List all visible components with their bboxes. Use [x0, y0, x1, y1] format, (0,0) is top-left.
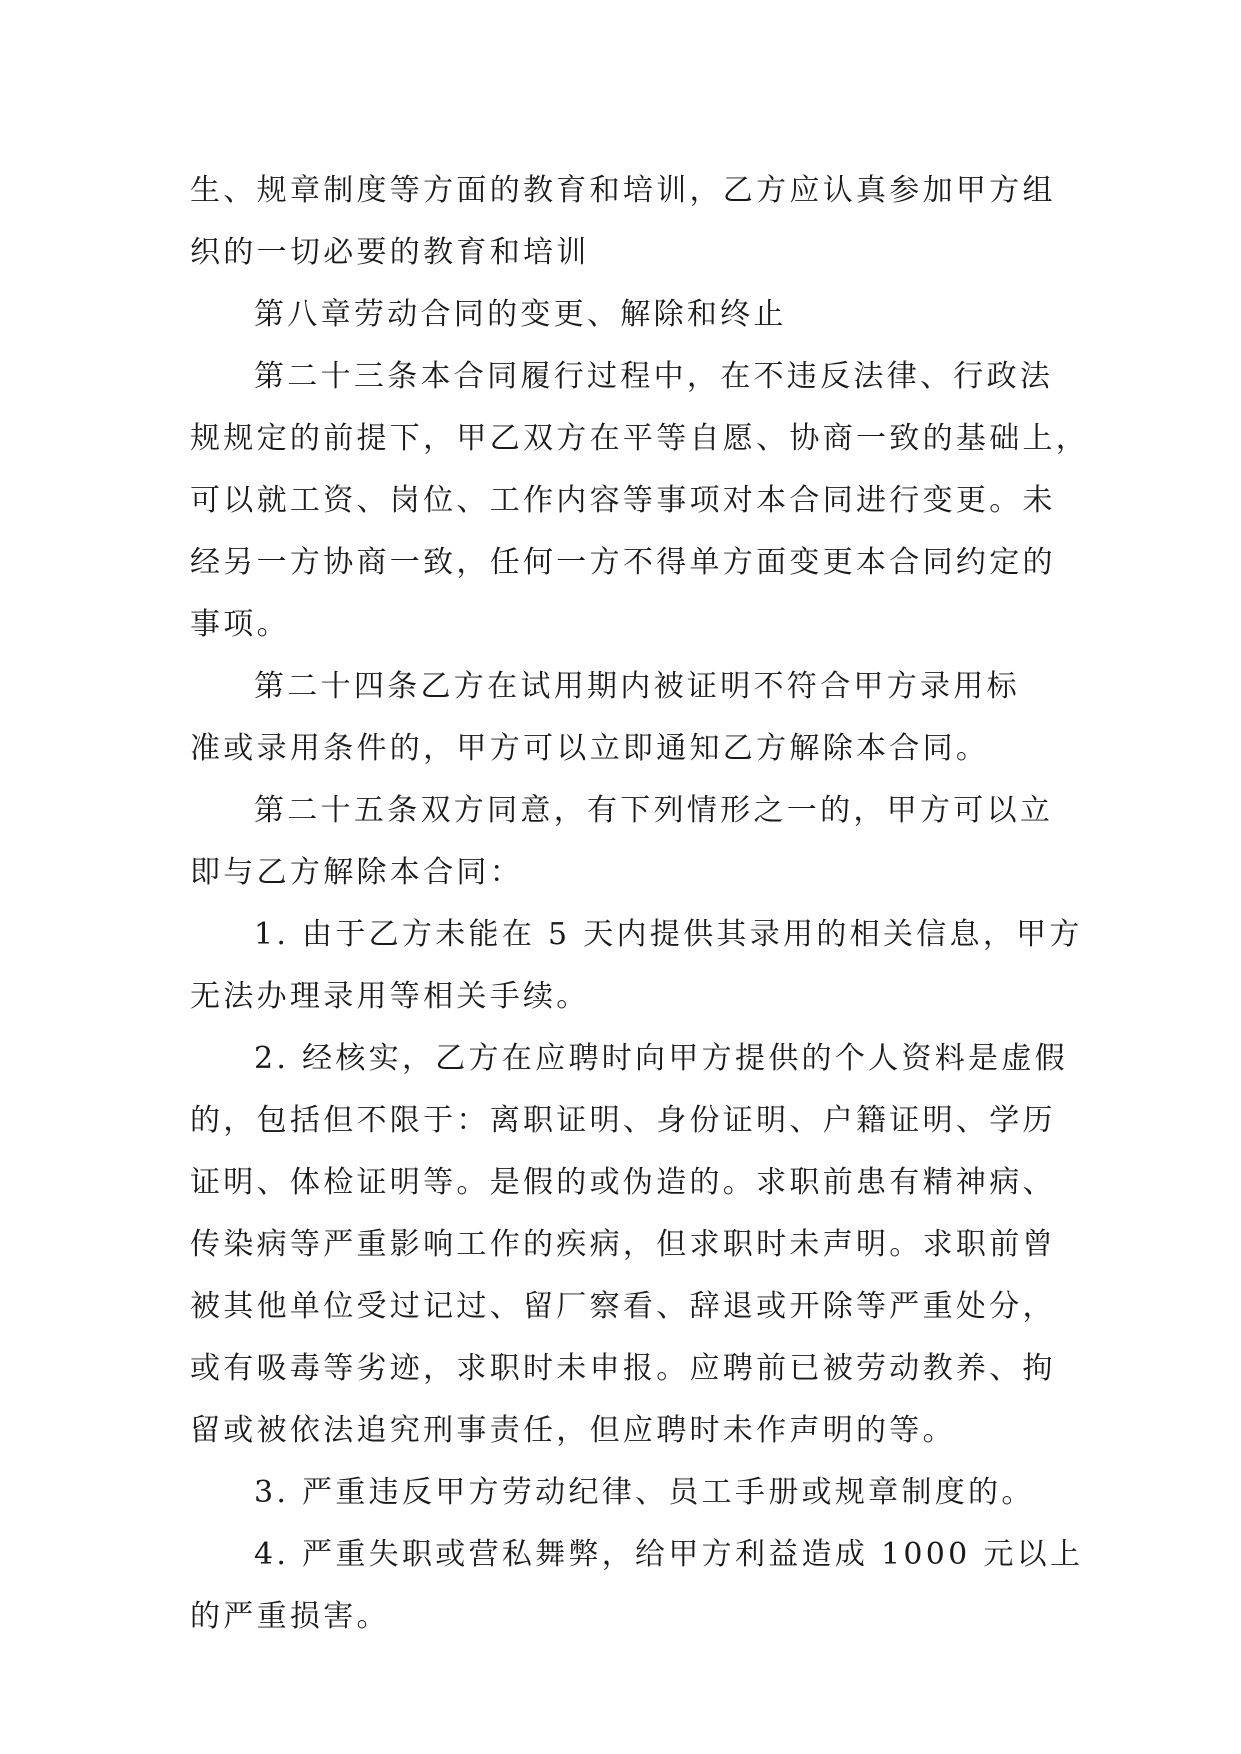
text-line: 无法办理录用等相关手续。 [190, 979, 590, 1014]
list-item-2: 2. 经核实，乙方在应聘时向甲方提供的个人资料是虚假 [254, 1041, 1068, 1076]
text-line: 准或录用条件的，甲方可以立即通知乙方解除本合同。 [190, 731, 990, 766]
text-line: 留或被依法追究刑事责任，但应聘时未作声明的等。 [190, 1413, 956, 1448]
text-line: 即与乙方解除本合同： [190, 855, 523, 890]
document-body [190, 160, 1090, 1648]
list-item-1: 1. 由于乙方未能在 5 天内提供其录用的相关信息，甲方 [254, 917, 1083, 952]
text-line: 生、规章制度等方面的教育和培训，乙方应认真参加甲方组 [190, 173, 1056, 208]
text-line: 可以就工资、岗位、工作内容等事项对本合同进行变更。未 [190, 483, 1056, 518]
text-line: 证明、体检证明等。是假的或伪造的。求职前患有精神病、 [190, 1165, 1056, 1200]
text-line: 第二十五条双方同意，有下列情形之一的，甲方可以立 [254, 793, 1054, 828]
text-line: 第二十四条乙方在试用期内被证明不符合甲方录用标 [254, 669, 1020, 704]
text-line: 或有吸毒等劣迹，求职时未申报。应聘前已被劳动教养、拘 [190, 1351, 1056, 1386]
text-line: 规规定的前提下，甲乙双方在平等自愿、协商一致的基础上， [190, 421, 1090, 456]
list-item-3: 3. 严重违反甲方劳动纪律、员工手册或规章制度的。 [254, 1475, 1035, 1510]
text-line: 织的一切必要的教育和培训 [190, 235, 590, 270]
text-line: 的，包括但不限于：离职证明、身份证明、户籍证明、学历 [190, 1103, 1056, 1138]
text-line: 事项。 [190, 607, 290, 642]
text-line: 被其他单位受过记过、留厂察看、辞退或开除等严重处分， [190, 1289, 1056, 1324]
text-line: 传染病等严重影响工作的疾病，但求职时未声明。求职前曾 [190, 1227, 1056, 1262]
chapter-heading: 第八章劳动合同的变更、解除和终止 [254, 297, 787, 332]
list-item-4: 4. 严重失职或营私舞弊，给甲方利益造成 1000 元以上 [254, 1537, 1084, 1572]
text-line: 第二十三条本合同履行过程中，在不违反法律、行政法 [254, 359, 1054, 394]
text-line: 的严重损害。 [190, 1599, 390, 1634]
text-line: 经另一方协商一致，任何一方不得单方面变更本合同约定的 [190, 545, 1056, 580]
